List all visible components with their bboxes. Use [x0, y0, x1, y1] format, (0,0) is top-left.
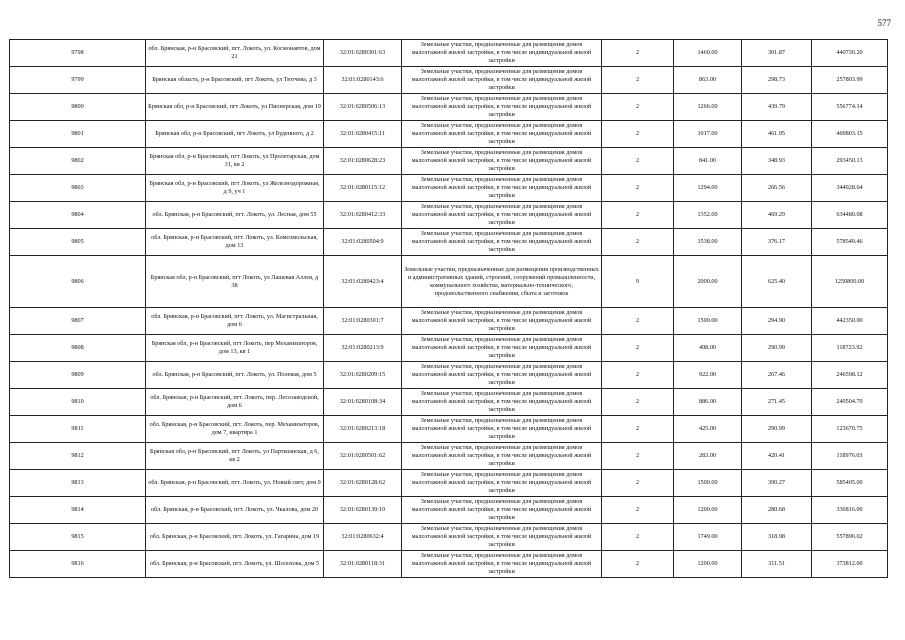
- area-cell: 863.00: [674, 67, 742, 94]
- land-plots-table: [9, 39, 888, 578]
- group-cell: 9: [602, 256, 674, 308]
- address-cell: обл. Брянская, р-н Брасовский, пгт. Локоть, пер. Лесозаводской, дом 6: [146, 389, 324, 416]
- table-row: [10, 416, 888, 443]
- address-cell: обл. Брянская, р-н Брасовский, пгт. Локоть, ул. Чкалова, дом 20: [146, 497, 324, 524]
- table-row: [10, 67, 888, 94]
- area-cell: 922.00: [674, 362, 742, 389]
- cadastral-value-cell: 634480.08: [812, 202, 888, 229]
- area-cell: 283.00: [674, 443, 742, 470]
- group-cell: 2: [602, 335, 674, 362]
- row-number-cell: 9801: [10, 121, 146, 148]
- cadastral-value-cell: 293450.13: [812, 148, 888, 175]
- table-row: [10, 256, 888, 308]
- area-cell: 1749.00: [674, 524, 742, 551]
- cadastral-value-cell: 118976.03: [812, 443, 888, 470]
- area-cell: 1200.00: [674, 551, 742, 578]
- group-cell: 2: [602, 67, 674, 94]
- permitted-use-cell: Земельные участки, предназначенные для размещения домов малоэтажной жилой застройки, в том числе индивидуальной жилой застройки: [402, 94, 602, 121]
- rate-cell: 271.45: [742, 389, 812, 416]
- permitted-use-cell: Земельные участки, предназначенные для размещения домов малоэтажной жилой застройки, в том числе индивидуальной жилой застройки: [402, 389, 602, 416]
- cadastral-value-cell: 246598.12: [812, 362, 888, 389]
- group-cell: 2: [602, 175, 674, 202]
- rate-cell: 298.73: [742, 67, 812, 94]
- group-cell: 2: [602, 40, 674, 67]
- cadastral-number-cell: 32:01:0280412:33: [324, 202, 402, 229]
- permitted-use-cell: Земельные участки, предназначенные для размещения домов малоэтажной жилой застройки, в том числе индивидуальной жилой застройки: [402, 67, 602, 94]
- cadastral-number-cell: 32:01:0280139:10: [324, 497, 402, 524]
- address-cell: Брянская обл, р-н Брасовский, пгт Локоть, ул Пионерская, дом 19: [146, 94, 324, 121]
- table-row: [10, 551, 888, 578]
- cadastral-number-cell: 32:01:0280301:63: [324, 40, 402, 67]
- table-row: [10, 470, 888, 497]
- table-row: [10, 335, 888, 362]
- row-number-cell: 9800: [10, 94, 146, 121]
- cadastral-value-cell: 557896.02: [812, 524, 888, 551]
- table-row: [10, 94, 888, 121]
- table-row: [10, 524, 888, 551]
- table-row: [10, 148, 888, 175]
- page-number: 577: [877, 18, 891, 28]
- table-row: [10, 308, 888, 335]
- group-cell: 2: [602, 148, 674, 175]
- permitted-use-cell: Земельные участки, предназначенные для размещения домов малоэтажной жилой застройки, в том числе индивидуальной жилой застройки: [402, 362, 602, 389]
- address-cell: Брянская обл, р-н Брасовский, пгт Локоть, ул Партизанская, д 6, кв 2: [146, 443, 324, 470]
- area-cell: 1538.00: [674, 229, 742, 256]
- table-row: [10, 497, 888, 524]
- area-cell: 1352.00: [674, 202, 742, 229]
- cadastral-number-cell: 32:01:0280504:9: [324, 229, 402, 256]
- table-row: [10, 175, 888, 202]
- cadastral-number-cell: 32:01:0280115:12: [324, 175, 402, 202]
- cadastral-number-cell: 32:01:0280628:23: [324, 148, 402, 175]
- row-number-cell: 9799: [10, 67, 146, 94]
- rate-cell: 301.87: [742, 40, 812, 67]
- table-row: [10, 229, 888, 256]
- address-cell: Брянская обл, р-н Брасовский, пгт Локоть, ул Железнодорожная, д 9, уч 1: [146, 175, 324, 202]
- rate-cell: 267.46: [742, 362, 812, 389]
- cadastral-value-cell: 257803.99: [812, 67, 888, 94]
- row-number-cell: 9814: [10, 497, 146, 524]
- cadastral-value-cell: 344928.64: [812, 175, 888, 202]
- permitted-use-cell: Земельные участки, предназначенные для размещения домов малоэтажной жилой застройки, в том числе индивидуальной жилой застройки: [402, 335, 602, 362]
- area-cell: 886.00: [674, 389, 742, 416]
- rate-cell: 469.29: [742, 202, 812, 229]
- address-cell: обл. Брянская, р-н Брасовский, пгт. Локоть, ул. Лесная, дом 55: [146, 202, 324, 229]
- address-cell: обл. Брянская, р-н Брасовский, пгт. Локоть, ул. Комсомольская, дом 13: [146, 229, 324, 256]
- cadastral-value-cell: 440730.20: [812, 40, 888, 67]
- rate-cell: 439.79: [742, 94, 812, 121]
- area-cell: 425.00: [674, 416, 742, 443]
- rate-cell: 290.99: [742, 335, 812, 362]
- row-number-cell: 9805: [10, 229, 146, 256]
- address-cell: Брянская область, р-н Брасовский, пгт Локоть, ул Тютчева, д 3: [146, 67, 324, 94]
- rate-cell: 294.90: [742, 308, 812, 335]
- row-number-cell: 9809: [10, 362, 146, 389]
- cadastral-value-cell: 336816.00: [812, 497, 888, 524]
- rate-cell: 625.40: [742, 256, 812, 308]
- table-row: [10, 40, 888, 67]
- table-row: [10, 202, 888, 229]
- row-number-cell: 9807: [10, 308, 146, 335]
- rate-cell: 280.68: [742, 497, 812, 524]
- cadastral-number-cell: 32:01:0280506:13: [324, 94, 402, 121]
- permitted-use-cell: Земельные участки, предназначенные для размещения домов малоэтажной жилой застройки, в том числе индивидуальной жилой застройки: [402, 40, 602, 67]
- rate-cell: 461.95: [742, 121, 812, 148]
- area-cell: 841.00: [674, 148, 742, 175]
- row-number-cell: 9810: [10, 389, 146, 416]
- address-cell: обл. Брянская, р-н Брасовский, пгт. Локоть, ул. Космонавтов, дом 21: [146, 40, 324, 67]
- cadastral-number-cell: 32:01:0280128:62: [324, 470, 402, 497]
- permitted-use-cell: Земельные участки, предназначенные для размещения домов малоэтажной жилой застройки, в том числе индивидуальной жилой застройки: [402, 308, 602, 335]
- permitted-use-cell: Земельные участки, предназначенные для размещения домов малоэтажной жилой застройки, в том числе индивидуальной жилой застройки: [402, 443, 602, 470]
- permitted-use-cell: Земельные участки, предназначенные для размещения домов малоэтажной жилой застройки, в том числе индивидуальной жилой застройки: [402, 497, 602, 524]
- cadastral-value-cell: 118723.92: [812, 335, 888, 362]
- row-number-cell: 9798: [10, 40, 146, 67]
- cadastral-value-cell: 585405.00: [812, 470, 888, 497]
- row-number-cell: 9806: [10, 256, 146, 308]
- cadastral-number-cell: 32:01:0280301:7: [324, 308, 402, 335]
- area-cell: 1266.00: [674, 94, 742, 121]
- rate-cell: 318.98: [742, 524, 812, 551]
- cadastral-number-cell: 32:01:0280415:11: [324, 121, 402, 148]
- permitted-use-cell: Земельные участки, предназначенные для размещения домов малоэтажной жилой застройки, в том числе индивидуальной жилой застройки: [402, 121, 602, 148]
- group-cell: 2: [602, 497, 674, 524]
- table-row: [10, 121, 888, 148]
- table-body: [10, 40, 888, 578]
- group-cell: 2: [602, 470, 674, 497]
- rate-cell: 311.51: [742, 551, 812, 578]
- permitted-use-cell: Земельные участки, предназначенные для размещения домов малоэтажной жилой застройки, в том числе индивидуальной жилой застройки: [402, 148, 602, 175]
- row-number-cell: 9812: [10, 443, 146, 470]
- table-row: [10, 443, 888, 470]
- table-row: [10, 389, 888, 416]
- cadastral-number-cell: 32:01:0280108:34: [324, 389, 402, 416]
- group-cell: 2: [602, 524, 674, 551]
- cadastral-value-cell: 442350.00: [812, 308, 888, 335]
- rate-cell: 390.27: [742, 470, 812, 497]
- address-cell: обл. Брянская, р-н Брасовский, пгт. Локоть, ул. Гагарина, дом 19: [146, 524, 324, 551]
- address-cell: Брянская обл, р-н Брасовский, пгт Локоть, ул Буденного, д 2: [146, 121, 324, 148]
- cadastral-number-cell: 32:01:0280213:9: [324, 335, 402, 362]
- group-cell: 2: [602, 308, 674, 335]
- permitted-use-cell: Земельные участки, предназначенные для размещения домов малоэтажной жилой застройки, в том числе индивидуальной жилой застройки: [402, 551, 602, 578]
- cadastral-number-cell: 32:01:0280209:15: [324, 362, 402, 389]
- area-cell: 1460.00: [674, 40, 742, 67]
- cadastral-value-cell: 1250800.00: [812, 256, 888, 308]
- permitted-use-cell: Земельные участки, предназначенные для размещения домов малоэтажной жилой застройки, в том числе индивидуальной жилой застройки: [402, 202, 602, 229]
- group-cell: 2: [602, 443, 674, 470]
- rate-cell: 376.17: [742, 229, 812, 256]
- area-cell: 1500.00: [674, 308, 742, 335]
- permitted-use-cell: Земельные участки, предназначенные для размещения домов малоэтажной жилой застройки, в том числе индивидуальной жилой застройки: [402, 524, 602, 551]
- address-cell: обл. Брянская, р-н Брасовский, пгт. Локоть, ул. Новый свет, дом 9: [146, 470, 324, 497]
- rate-cell: 420.41: [742, 443, 812, 470]
- area-cell: 1200.00: [674, 497, 742, 524]
- cadastral-number-cell: 32:01:0280423:4: [324, 256, 402, 308]
- cadastral-number-cell: 32:01:0280118:31: [324, 551, 402, 578]
- row-number-cell: 9811: [10, 416, 146, 443]
- address-cell: обл. Брянская, р-н Брасовский, пгт. Локоть, пер. Механизаторов, дом 7, квартира 1: [146, 416, 324, 443]
- address-cell: обл. Брянская, р-н Брасовский, пгт. Локоть, ул. Полевая, дом 5: [146, 362, 324, 389]
- row-number-cell: 9816: [10, 551, 146, 578]
- address-cell: Брянская обл, р-н Брасовский, пгт Локоть, ул Лашевая Аллея, д 38: [146, 256, 324, 308]
- permitted-use-cell: Земельные участки, предназначенные для размещения домов малоэтажной жилой застройки, в том числе индивидуальной жилой застройки: [402, 229, 602, 256]
- cadastral-value-cell: 556774.14: [812, 94, 888, 121]
- row-number-cell: 9803: [10, 175, 146, 202]
- rate-cell: 290.99: [742, 416, 812, 443]
- area-cell: 1017.00: [674, 121, 742, 148]
- row-number-cell: 9815: [10, 524, 146, 551]
- cadastral-number-cell: 32:01:0280213:18: [324, 416, 402, 443]
- group-cell: 2: [602, 202, 674, 229]
- group-cell: 2: [602, 229, 674, 256]
- cadastral-value-cell: 373812.00: [812, 551, 888, 578]
- area-cell: 2000.00: [674, 256, 742, 308]
- address-cell: Брянская обл, р-н Брасовский, пгт Локоть, ул Пролетарская, дом 31, кв 2: [146, 148, 324, 175]
- address-cell: Брянская обл, р-н Брасовский, пгт Локоть, пер Механизаторов, дом 13, кв 1: [146, 335, 324, 362]
- cadastral-value-cell: 469803.15: [812, 121, 888, 148]
- permitted-use-cell: Земельные участки, предназначенные для размещения домов малоэтажной жилой застройки, в том числе индивидуальной жилой застройки: [402, 175, 602, 202]
- cadastral-number-cell: 32:01:0280143:6: [324, 67, 402, 94]
- cadastral-value-cell: 240504.70: [812, 389, 888, 416]
- row-number-cell: 9802: [10, 148, 146, 175]
- permitted-use-cell: Земельные участки, предназначенные для размещения производственных и административных зданий, строений, сооружений промышленности, коммунального хозяйства, материально-технического, продовольственного снабжения, сбыта и заготовок: [402, 256, 602, 308]
- cadastral-value-cell: 578549.46: [812, 229, 888, 256]
- row-number-cell: 9808: [10, 335, 146, 362]
- cadastral-number-cell: 32:01:0280501:62: [324, 443, 402, 470]
- group-cell: 2: [602, 362, 674, 389]
- row-number-cell: 9804: [10, 202, 146, 229]
- group-cell: 2: [602, 121, 674, 148]
- row-number-cell: 9813: [10, 470, 146, 497]
- group-cell: 2: [602, 389, 674, 416]
- group-cell: 2: [602, 416, 674, 443]
- group-cell: 2: [602, 551, 674, 578]
- rate-cell: 348.93: [742, 148, 812, 175]
- address-cell: обл. Брянская, р-н Брасовский, пгт. Локоть, ул. Магистральная, дом 6: [146, 308, 324, 335]
- address-cell: обл. Брянская, р-н Брасовский, пгт. Локоть, ул. Шолохова, дом 5: [146, 551, 324, 578]
- area-cell: 408.00: [674, 335, 742, 362]
- group-cell: 2: [602, 94, 674, 121]
- area-cell: 1294.00: [674, 175, 742, 202]
- permitted-use-cell: Земельные участки, предназначенные для размещения домов малоэтажной жилой застройки, в том числе индивидуальной жилой застройки: [402, 470, 602, 497]
- table-row: [10, 362, 888, 389]
- cadastral-number-cell: 32:01:0280632:4: [324, 524, 402, 551]
- cadastral-value-cell: 123670.75: [812, 416, 888, 443]
- area-cell: 1500.00: [674, 470, 742, 497]
- permitted-use-cell: Земельные участки, предназначенные для размещения домов малоэтажной жилой застройки, в том числе индивидуальной жилой застройки: [402, 416, 602, 443]
- rate-cell: 266.56: [742, 175, 812, 202]
